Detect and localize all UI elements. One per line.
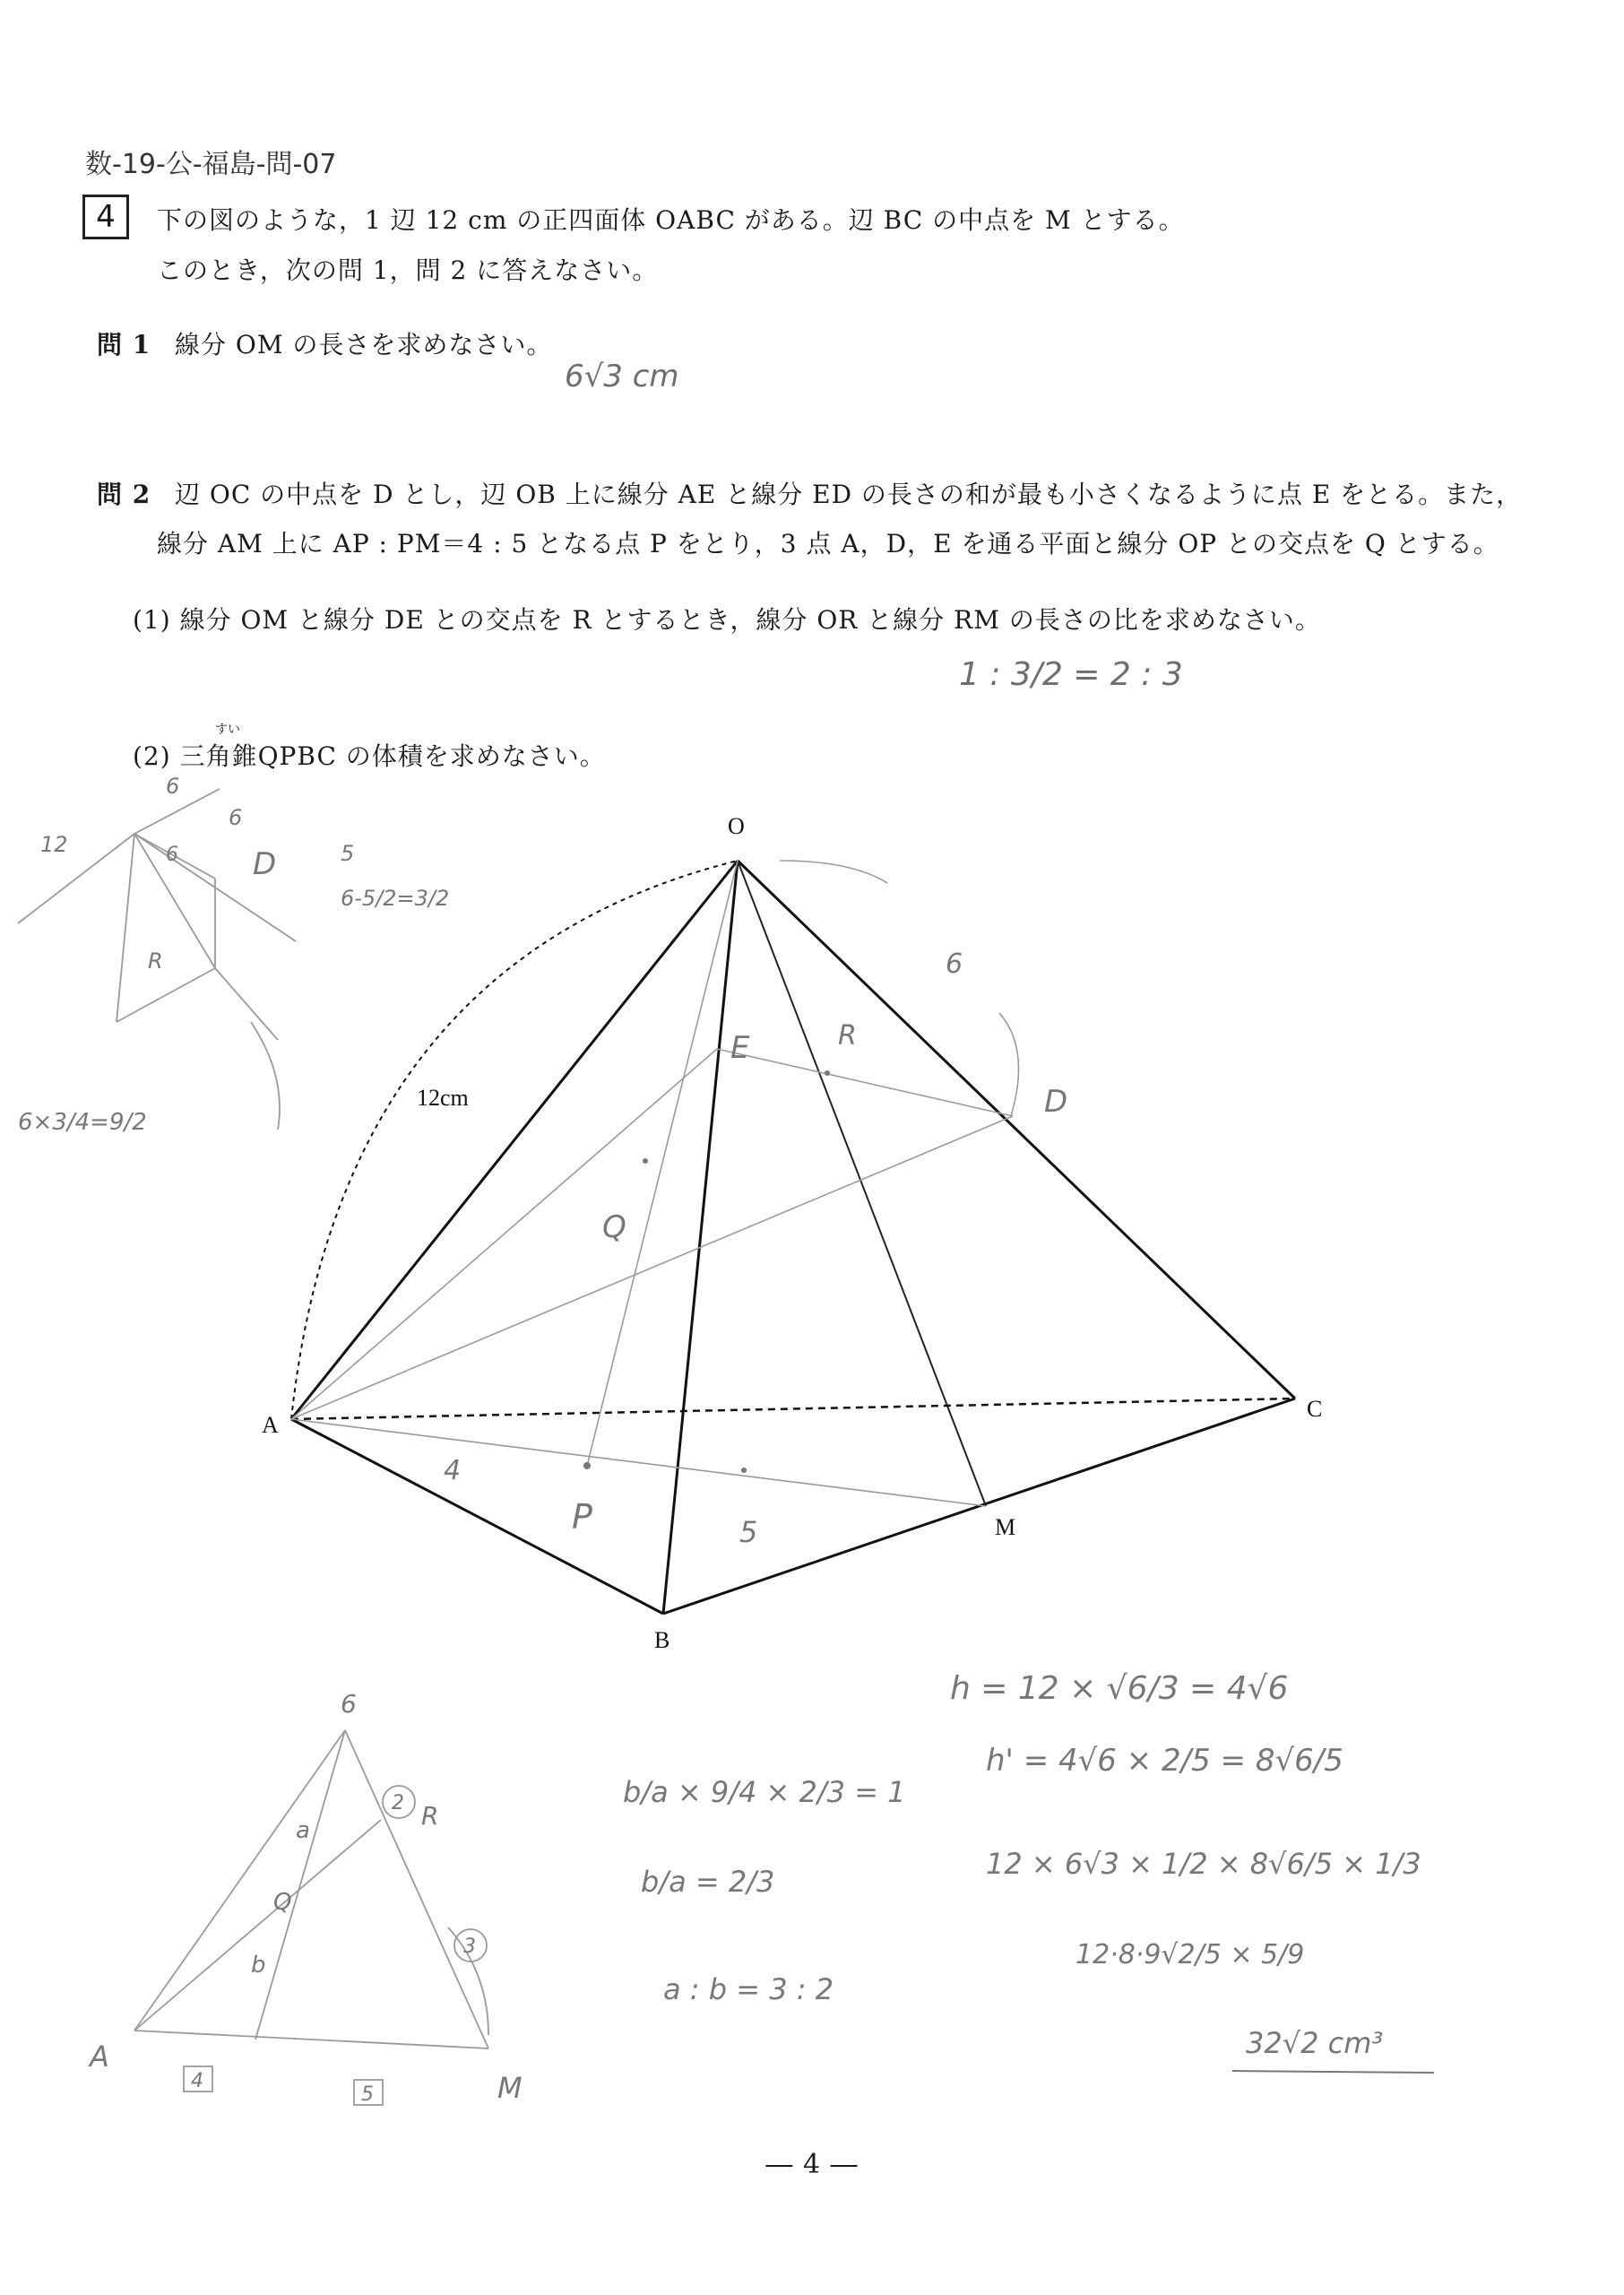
hw-label-E: E: [730, 1030, 750, 1066]
scratch-vol-3: 12 × 6√3 × 1/2 × 8√6/5 × 1/3: [986, 1847, 1421, 1881]
q1-handwritten-answer: 6√3 cm: [565, 359, 679, 394]
label-M: M: [995, 1514, 1016, 1540]
scratch-tl-12: 12: [40, 832, 68, 857]
scratch-tl-6a: 6: [166, 774, 180, 799]
q2-sub1-handwritten: 1 : 3/2 = 2 : 3: [959, 656, 1183, 693]
problem-number-box: 4: [82, 195, 129, 239]
scratch-tri-a: a: [296, 1817, 310, 1844]
q2-label: 問 2: [97, 480, 151, 509]
scratch-tl-calc2: 6×3/4=9/2: [18, 1109, 147, 1136]
q2-text-line2: 線分 AM 上に AP : PM＝4 : 5 となる点 P をとり，3 点 A，D，E を通る平面と線分 OP との交点を Q とする。: [157, 529, 1499, 559]
hw-label-R: R: [838, 1020, 857, 1052]
mark-arc-D: [999, 1013, 1018, 1116]
edge-OA: [291, 861, 738, 1419]
q1-text: 線分 OM の長さを求めなさい。: [175, 330, 553, 359]
scratch-tri-2: 2: [392, 1792, 404, 1814]
scratch-tl-5: 5: [341, 841, 355, 866]
edge-BC: [663, 1399, 1295, 1614]
scratch-ratio-2: b/a = 2/3: [641, 1865, 775, 1899]
hw-label-P: P: [572, 1497, 592, 1537]
point-Q: [643, 1158, 648, 1164]
ruby-sui: すい: [215, 723, 240, 737]
edge-AB: [291, 1419, 663, 1614]
hw-label-4: 4: [444, 1455, 462, 1486]
scratch-vol-2: h' = 4√6 × 2/5 = 8√6/5: [986, 1743, 1343, 1779]
scratch-tri-3: 3: [463, 1936, 476, 1958]
hw-label-Q: Q: [602, 1209, 626, 1245]
q1-label: 問 1: [97, 330, 151, 359]
document-code: 数-19-公-福島-問-07: [85, 149, 337, 180]
scratch-vol-4: 12·8·9√2/5 × 5/9: [1075, 1939, 1305, 1970]
scratch-tl-calc1: 6-5/2=3/2: [341, 886, 450, 911]
scratch-tl-6c: 6: [166, 844, 178, 866]
scratch-tl-R: R: [148, 948, 163, 974]
edge-OB: [663, 861, 738, 1614]
scratch-triangle: [134, 1730, 488, 2105]
scratch-tri-A: A: [90, 2040, 109, 2074]
scratch-tri-R: R: [421, 1801, 439, 1831]
scratch-vol-1: h = 12 × √6/3 = 4√6: [950, 1670, 1289, 1707]
hw-label-5: 5: [739, 1515, 758, 1549]
scratch-vol-answer: 32√2 cm³: [1246, 2026, 1384, 2060]
answer-underline: [1232, 2071, 1434, 2073]
scratch-tl-D: D: [253, 846, 277, 882]
point-R: [825, 1070, 830, 1076]
segment-AM: [291, 1419, 986, 1506]
scratch-tri-Q: Q: [273, 1889, 292, 1916]
label-12cm: 12cm: [417, 1085, 469, 1111]
scratch-ratio-3: a : b = 3 : 2: [663, 1972, 834, 2006]
hw-label-6: 6: [946, 948, 963, 980]
segment-AD: [291, 1116, 1013, 1419]
hw-label-D: D: [1044, 1084, 1068, 1120]
label-A: A: [262, 1412, 279, 1438]
label-B: B: [654, 1627, 670, 1653]
scratch-tl-6b: 6: [229, 805, 243, 830]
scratch-ratio-1: b/a × 9/4 × 2/3 = 1: [623, 1775, 906, 1809]
page-number: ― 4 ―: [765, 2149, 859, 2180]
point-mark: [741, 1468, 747, 1473]
segment-AE: [291, 1049, 717, 1419]
mark-arc-O: [780, 861, 887, 883]
problem-intro-line2: このとき，次の問 1，問 2 に答えなさい。: [157, 255, 659, 285]
q2-sub1: (1) 線分 OM と線分 DE との交点を R とするとき，線分 OR と線分 RM の長さの比を求めなさい。: [133, 605, 1321, 635]
edge-AC-hidden: [291, 1399, 1295, 1419]
problem-intro-line1: 下の図のような，1 辺 12 cm の正四面体 OABC がある。辺 BC の中点を M とする。: [157, 205, 1185, 235]
segment-OP: [587, 861, 738, 1466]
scratch-tri-4: 4: [191, 2070, 203, 2092]
q2-sub2: (2) 三角錐QPBC の体積を求めなさい。: [133, 741, 606, 771]
point-P: [583, 1462, 591, 1469]
scratch-tri-5: 5: [361, 2083, 374, 2106]
q2-text-line1: 辺 OC の中点を D とし，辺 OB 上に線分 AE と線分 ED の長さの和が最も小さくなるように点 E をとる。また，: [175, 480, 1523, 509]
scratch-tri-6: 6: [341, 1689, 357, 1719]
edge-OC: [738, 861, 1295, 1399]
label-C: C: [1307, 1396, 1323, 1422]
scratch-tri-b: b: [251, 1952, 266, 1979]
label-O: O: [728, 813, 745, 839]
scratch-tri-M: M: [497, 2071, 523, 2105]
